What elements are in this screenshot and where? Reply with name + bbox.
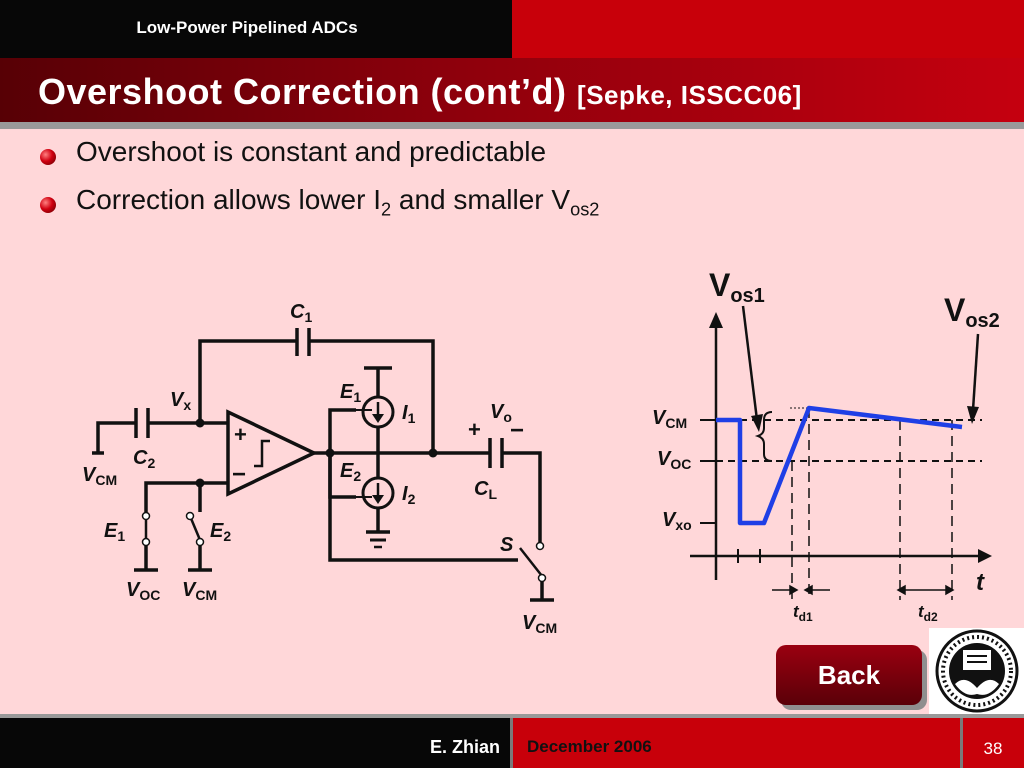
- label-wave-vxo: $V_{xo}$: [662, 509, 692, 533]
- td1-interval-arrows: [772, 586, 830, 594]
- wire: [502, 453, 540, 542]
- label-t: t: [976, 569, 984, 596]
- label-vx: $V_x$: [170, 389, 192, 413]
- label-e2-switch: $E_2$: [210, 520, 232, 544]
- wire: [146, 483, 228, 512]
- label-wave-vcm: $V_{CM}$: [652, 407, 688, 431]
- label-e2-source: $E_2$: [340, 460, 362, 484]
- label-c1: $C_1$: [290, 301, 313, 325]
- label-wave-voc: $V_{OC}$: [657, 448, 692, 472]
- td2-interval-arrows: [898, 586, 953, 594]
- university-logo-icon: [929, 628, 1024, 714]
- label-e1-source: $E_1$: [340, 381, 362, 405]
- slide-title-citation: [Sepke, ISSCC06]: [577, 80, 802, 110]
- page-number: 38: [983, 739, 1003, 758]
- label-cl: $C_L$: [474, 478, 498, 502]
- cl-plus-sign: +: [468, 417, 481, 442]
- vos1-arrow-icon: [751, 414, 763, 432]
- university-logo: [929, 628, 1024, 714]
- label-voc: $V_{OC}$: [126, 579, 161, 603]
- back-button[interactable]: Back: [776, 645, 922, 705]
- bullet-subscript: os2: [570, 199, 600, 220]
- label-vcm-c2: $V_{CM}$: [82, 464, 118, 488]
- bullet-text: Overshoot is constant and predictable: [76, 136, 547, 167]
- circuit-schematic: [92, 328, 554, 600]
- wire: [98, 423, 136, 453]
- label-i2: $I_2$: [402, 483, 416, 507]
- slide-title-main: Overshoot Correction (cont’d): [38, 71, 567, 112]
- label-vcm-e2: $V_{CM}$: [182, 579, 218, 603]
- footer-date: December 2006: [527, 737, 652, 756]
- label-td1: $t_{d1}$: [793, 602, 813, 624]
- course-title: Low-Power Pipelined ADCs: [136, 18, 358, 37]
- footer-separator: [510, 718, 513, 768]
- label-vos2: Vos2: [944, 292, 1000, 332]
- x-axis-arrow-icon: [978, 549, 992, 563]
- label-c2: $C_2$: [133, 447, 156, 471]
- wire: [309, 341, 433, 453]
- current-source-i2: [363, 478, 393, 508]
- label-vos1: Vos1: [709, 267, 765, 307]
- bullet-text: Correction allows lower I: [76, 184, 381, 215]
- current-source-i1: [363, 397, 393, 427]
- bullet-subscript: 2: [381, 199, 392, 220]
- switch-s-blade: [520, 548, 542, 576]
- y-axis-arrow-icon: [709, 312, 723, 328]
- footer-author: E. Zhian: [429, 737, 500, 757]
- waveform-plot: [652, 267, 1000, 624]
- wire: [330, 410, 356, 453]
- opamp-plus-sign: +: [234, 422, 247, 447]
- opamp-minus-sign: −: [232, 461, 247, 488]
- cl-minus-sign: −: [510, 417, 525, 444]
- hysteresis-icon: [254, 441, 270, 466]
- bullet-text: and smaller V: [391, 184, 571, 215]
- label-s: S: [500, 534, 514, 556]
- label-i1: $I_1$: [402, 402, 416, 426]
- wire: [200, 341, 297, 423]
- output-waveform: [716, 408, 962, 523]
- label-vo: $V_o$: [490, 401, 512, 425]
- label-td2: $t_{d2}$: [918, 602, 938, 624]
- label-e1-switch: $E_1$: [104, 520, 126, 544]
- vos2-arrow-icon: [967, 406, 979, 424]
- label-vcm-s: $V_{CM}$: [522, 612, 558, 636]
